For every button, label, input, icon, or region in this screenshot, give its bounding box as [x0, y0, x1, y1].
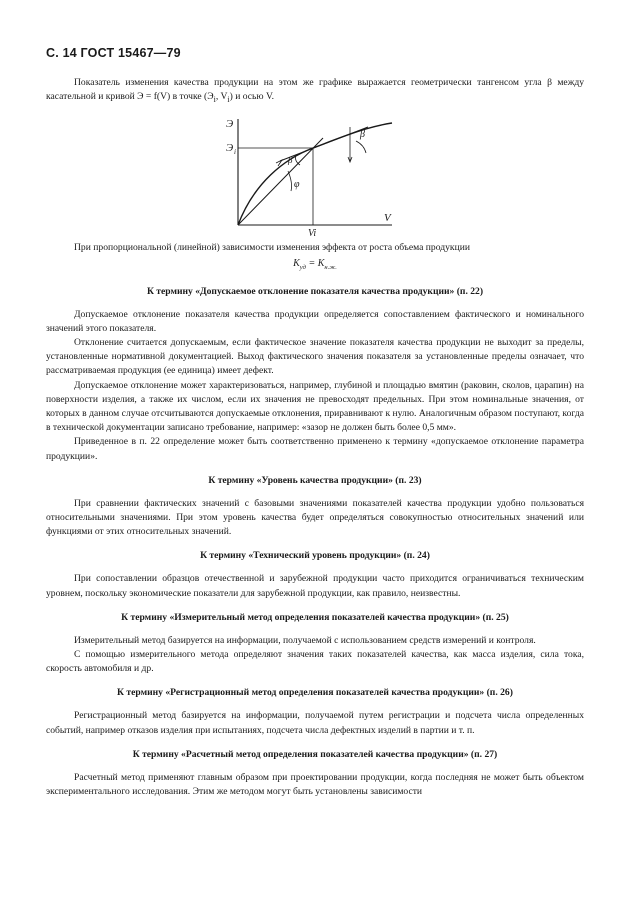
angle-beta-label: β	[360, 129, 365, 141]
section-paragraph: Допускаемое отклонение может характеризоваться, например, глубиной и площадью вмятин (раковин, сколов, царапин) на поверхности изделия, а также их числом, если их значения не превосходят предельных. При этом номинальные значения, от которых в данном случае отсчитываются допускаемые отклонения, приравнивают к нулю. Аналогичным образом поступают, когда в технической документации записано требование, например: «зазор не должен быть более 0,5 мм».	[46, 379, 584, 434]
section-heading: К термину «Измерительный метод определения показателей качества продукции» (п. 25)	[121, 611, 509, 623]
intro-paragraph	[46, 76, 584, 107]
page-header: С. 14 ГОСТ 15467—79	[46, 46, 181, 60]
section-paragraph: При сопоставлении образцов отечественной и зарубежной продукции часто приходится ограничиваться техническим уровнем, поскольку экономические показатели для зарубежной продукции, как правило, неизвестны.	[46, 573, 584, 599]
graph-figure	[46, 113, 584, 237]
tangent-line	[280, 127, 368, 161]
intro-text: , V	[215, 91, 228, 103]
phi-arc	[288, 171, 292, 191]
x-axis-label: V	[384, 212, 391, 225]
section-heading: К термину «Допускаемое отклонение показателя качества продукции» (п. 22)	[146, 285, 484, 297]
yi-label: Э	[226, 142, 234, 155]
intro-sub: i	[227, 95, 230, 105]
section-heading: К термину «Технический уровень продукции» (п. 24)	[200, 550, 430, 562]
intro-text: ) и осью V.	[229, 91, 275, 103]
xi-label: Vi	[308, 228, 317, 238]
formula-sub1: уд	[299, 263, 306, 271]
effect-volume-graph	[196, 113, 436, 237]
formula	[46, 257, 584, 275]
curve	[238, 123, 392, 225]
secant-line	[238, 138, 323, 225]
angle-phi-label: φ	[294, 179, 300, 191]
formula-k2: K	[317, 257, 325, 269]
formula-k1: K	[293, 257, 300, 269]
section-heading: К термину «Расчетный метод определения показателей качества продукции» (п. 27)	[132, 748, 498, 760]
page-content	[46, 76, 584, 799]
angle-beta-label-left: β	[288, 155, 293, 166]
formula-eq: =	[305, 257, 318, 269]
section-paragraph: Приведенное в п. 22 определение может быть соответственно применено к термину «допускаемое отклонение параметра продукции».	[46, 436, 584, 462]
section-paragraph: С помощью измерительного метода определяют значения таких показателей качества, как масса изделия, сила тока, скорость автомобиля и др.	[46, 648, 584, 675]
beta-arc-right	[356, 141, 366, 153]
y-axis-label: Э	[226, 118, 234, 131]
section-paragraph: Регистрационный метод базируется на информации, получаемой путем регистрации и подсчета числа определенных событий, например отказов изделия при испытаниях, подсчета числа дефектных изделий в партии и т. п.	[46, 710, 584, 736]
intro-sub: i	[213, 95, 216, 105]
section-heading: К термину «Регистрационный метод определения показателей качества продукции» (п. 26)	[117, 687, 513, 699]
after-graph-paragraph: При пропорциональной (линейной) зависимости изменения эффекта от роста объема продукции	[74, 242, 470, 254]
section-paragraph: Отклонение считается допускаемым, если фактическое значение показателя качества продукции не выходит за пределы, установленные нормативной документацией. Выход фактического значения показателя за установленные пределы означает, что рассматриваемая продукция (ее единица) имеет дефект.	[46, 336, 584, 377]
formula-sub2: н.ж.	[324, 263, 337, 271]
section-paragraph: Расчетный метод применяют главным образом при проектировании продукции, когда последняя не может быть объектом экспериментального исследования. Этим же методом могут быть установлены зависимости	[46, 771, 584, 797]
section-heading: К термину «Уровень качества продукции» (п. 23)	[208, 474, 422, 486]
section-paragraph: При сравнении фактических значений с базовыми значениями показателей качества продукции удобно пользоваться относительными значениями. При этом уровень качества будет определяться совокупностью относительных значений или функциями от этих относительных значений.	[46, 497, 584, 538]
yi-sub: i	[234, 148, 236, 157]
section-paragraph: Измерительный метод базируется на информации, получаемой с использованием средств измерений и контроля.	[74, 634, 536, 646]
intro-text: Показатель изменения качества продукции на этом же графике выражается геометрически тангенсом угла β между касательной и кривой Э = f(V) в точке (Э	[46, 77, 584, 103]
section-paragraph: Допускаемое отклонение показателя качества продукции определяется сопоставлением фактического и номинального значений этого показателя.	[46, 308, 584, 334]
